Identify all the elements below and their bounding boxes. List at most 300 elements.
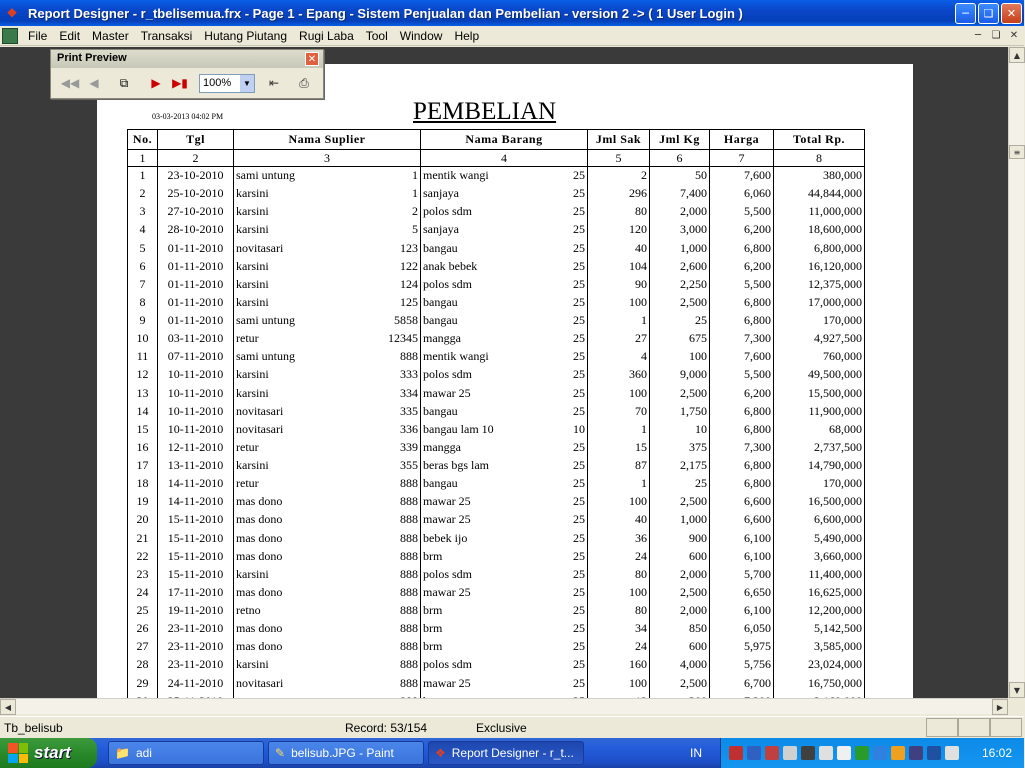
tray-icon[interactable] xyxy=(945,746,959,760)
row-item: brm xyxy=(421,547,567,565)
row-harga: 6,800 xyxy=(710,420,774,438)
row-item-size: 25 xyxy=(567,203,588,221)
table-row xyxy=(128,203,865,221)
tray-icon[interactable] xyxy=(729,746,743,760)
row-supplier-code: 888 xyxy=(375,547,421,565)
table-body xyxy=(128,167,865,711)
column-number-row xyxy=(128,150,865,167)
row-item: bangau xyxy=(421,293,567,311)
row-jml-sak: 2 xyxy=(588,167,650,185)
row-no: 18 xyxy=(128,475,158,493)
row-jml-sak: 27 xyxy=(588,330,650,348)
row-no: 23 xyxy=(128,565,158,583)
tray-icon[interactable] xyxy=(855,746,869,760)
row-harga: 6,060 xyxy=(710,185,774,203)
row-date: 01-11-2010 xyxy=(158,257,234,275)
row-harga: 5,975 xyxy=(710,638,774,656)
row-jml-kg: 7,400 xyxy=(650,185,710,203)
table-row xyxy=(128,656,865,674)
print-preview-title[interactable]: Print Preview xyxy=(51,50,323,68)
row-total: 3,585,000 xyxy=(774,638,865,656)
row-jml-kg: 2,600 xyxy=(650,257,710,275)
scroll-up-button[interactable]: ▲ xyxy=(1009,47,1025,63)
row-supplier: sami untung xyxy=(234,167,375,185)
row-supplier: mas dono xyxy=(234,493,375,511)
menu-help[interactable]: Help xyxy=(454,28,480,43)
row-supplier: mas dono xyxy=(234,620,375,638)
row-jml-sak: 80 xyxy=(588,565,650,583)
printer-icon[interactable]: ⎙ xyxy=(299,75,309,90)
row-jml-kg: 2,500 xyxy=(650,674,710,692)
mdi-restore-button[interactable]: ❏ xyxy=(991,29,1001,41)
row-item: brm xyxy=(421,620,567,638)
row-jml-sak: 1 xyxy=(588,475,650,493)
row-date: 23-11-2010 xyxy=(158,620,234,638)
row-jml-sak: 80 xyxy=(588,203,650,221)
exit-preview-icon[interactable]: ⇤ xyxy=(268,76,280,90)
row-supplier: mas dono xyxy=(234,547,375,565)
row-total: 6,800,000 xyxy=(774,239,865,257)
menu-bar xyxy=(0,26,1024,46)
close-button[interactable]: ✕ xyxy=(1001,3,1022,24)
row-jml-kg: 2,000 xyxy=(650,602,710,620)
tray-icon[interactable] xyxy=(837,746,851,760)
row-item-size: 25 xyxy=(567,257,588,275)
row-supplier: karsini xyxy=(234,293,375,311)
row-no: 28 xyxy=(128,656,158,674)
menu-hutang-piutang[interactable]: Hutang Piutang xyxy=(204,28,288,43)
table-row xyxy=(128,620,865,638)
row-date: 23-11-2010 xyxy=(158,656,234,674)
status-record: Record: 53/154 xyxy=(345,721,428,735)
taskbar-item-paint[interactable] xyxy=(268,741,424,765)
row-no: 2 xyxy=(128,185,158,203)
col-number: 5 xyxy=(588,150,650,167)
windows-flag-icon xyxy=(8,743,28,763)
speaker-icon[interactable] xyxy=(819,746,833,760)
row-item-size: 25 xyxy=(567,493,588,511)
row-no: 22 xyxy=(128,547,158,565)
row-item-size: 25 xyxy=(567,293,588,311)
row-harga: 6,200 xyxy=(710,221,774,239)
header-tgl: Tgl xyxy=(158,130,234,150)
row-jml-sak: 100 xyxy=(588,493,650,511)
row-item-size: 25 xyxy=(567,167,588,185)
status-panel xyxy=(990,718,1022,737)
taskbar-item-report-designer[interactable] xyxy=(428,741,584,765)
row-item: mawar 25 xyxy=(421,583,567,601)
row-supplier-code: 888 xyxy=(375,475,421,493)
row-item: brm xyxy=(421,638,567,656)
tray-icon[interactable] xyxy=(927,746,941,760)
row-item-size: 25 xyxy=(567,275,588,293)
row-item-size: 25 xyxy=(567,475,588,493)
maximize-button[interactable]: ❏ xyxy=(978,3,999,24)
document-icon[interactable] xyxy=(2,28,18,44)
taskbar-item-label: adi xyxy=(135,746,152,760)
col-number: 3 xyxy=(234,150,421,167)
row-supplier: karsini xyxy=(234,565,375,583)
app-icon: ❖ xyxy=(435,746,446,760)
row-jml-kg: 2,000 xyxy=(650,565,710,583)
row-jml-kg: 675 xyxy=(650,330,710,348)
menu-master[interactable]: Master xyxy=(92,28,129,43)
row-date: 15-11-2010 xyxy=(158,529,234,547)
row-harga: 6,800 xyxy=(710,475,774,493)
row-no: 17 xyxy=(128,457,158,475)
window-title: Report Designer - r_tbelisemua.frx - Page 1 - Epang - Sistem Penjualan dan Pembelian - version 2 -> ( 1 User Login ) xyxy=(28,5,743,21)
table-row xyxy=(128,185,865,203)
row-jml-kg: 2,500 xyxy=(650,293,710,311)
table-row xyxy=(128,511,865,529)
row-no: 25 xyxy=(128,602,158,620)
table-row xyxy=(128,602,865,620)
menu-rugi-laba[interactable]: Rugi Laba xyxy=(299,28,354,43)
row-date: 27-10-2010 xyxy=(158,203,234,221)
next-page-icon[interactable]: ▶ xyxy=(151,76,161,90)
table-row xyxy=(128,438,865,456)
start-button[interactable] xyxy=(0,738,97,768)
row-supplier: karsini xyxy=(234,221,375,239)
table-row xyxy=(128,275,865,293)
row-date: 01-11-2010 xyxy=(158,275,234,293)
go-to-page-icon[interactable]: ⧉ xyxy=(119,75,129,90)
row-supplier: karsini xyxy=(234,203,375,221)
scroll-left-button[interactable]: ◀ xyxy=(0,699,16,715)
row-total: 11,900,000 xyxy=(774,402,865,420)
row-supplier-code: 888 xyxy=(375,583,421,601)
printed-date: 03-03-2013 04:02 PM xyxy=(152,112,224,121)
folder-icon: 📁 xyxy=(115,746,130,760)
col-number: 7 xyxy=(710,150,774,167)
row-harga: 7,300 xyxy=(710,330,774,348)
row-date: 23-11-2010 xyxy=(158,638,234,656)
row-supplier: retur xyxy=(234,475,375,493)
table-row xyxy=(128,674,865,692)
row-total: 23,024,000 xyxy=(774,656,865,674)
row-date: 03-11-2010 xyxy=(158,330,234,348)
row-jml-kg: 4,000 xyxy=(650,656,710,674)
row-harga: 5,500 xyxy=(710,203,774,221)
mdi-minimize-button[interactable]: ─ xyxy=(974,29,982,41)
row-date: 10-11-2010 xyxy=(158,420,234,438)
row-no: 11 xyxy=(128,348,158,366)
row-jml-sak: 160 xyxy=(588,656,650,674)
report-title: PEMBELIAN xyxy=(413,98,557,125)
row-item: polos sdm xyxy=(421,275,567,293)
window-title-bar[interactable] xyxy=(0,0,1024,26)
row-harga: 6,600 xyxy=(710,511,774,529)
taskbar-item-label: belisub.JPG - Paint xyxy=(291,746,394,760)
scroll-thumb[interactable]: ≡ xyxy=(1009,145,1025,159)
row-harga: 5,700 xyxy=(710,565,774,583)
tray-icon[interactable] xyxy=(801,746,815,760)
row-supplier: karsini xyxy=(234,275,375,293)
row-jml-sak: 100 xyxy=(588,384,650,402)
row-item: mawar 25 xyxy=(421,493,567,511)
row-item: sanjaya xyxy=(421,185,567,203)
first-page-icon[interactable]: ◀◀ xyxy=(60,76,80,90)
row-harga: 6,200 xyxy=(710,384,774,402)
row-jml-sak: 120 xyxy=(588,221,650,239)
row-harga: 6,800 xyxy=(710,402,774,420)
row-no: 8 xyxy=(128,293,158,311)
row-jml-sak: 4 xyxy=(588,348,650,366)
menu-file[interactable]: File xyxy=(28,28,48,43)
row-supplier-code: 5858 xyxy=(375,312,421,330)
row-harga: 6,600 xyxy=(710,493,774,511)
row-no: 3 xyxy=(128,203,158,221)
row-item-size: 25 xyxy=(567,457,588,475)
row-supplier-code: 888 xyxy=(375,493,421,511)
menu-tool[interactable]: Tool xyxy=(365,28,388,43)
row-supplier: karsini xyxy=(234,384,375,402)
row-jml-sak: 15 xyxy=(588,438,650,456)
status-bar xyxy=(0,716,1024,738)
row-item-size: 25 xyxy=(567,656,588,674)
row-date: 24-11-2010 xyxy=(158,674,234,692)
tray-icon[interactable] xyxy=(765,746,779,760)
row-total: 5,490,000 xyxy=(774,529,865,547)
row-no: 27 xyxy=(128,638,158,656)
row-no: 10 xyxy=(128,330,158,348)
row-item-size: 25 xyxy=(567,638,588,656)
row-supplier-code: 124 xyxy=(375,275,421,293)
table-row xyxy=(128,366,865,384)
row-jml-sak: 1 xyxy=(588,312,650,330)
row-date: 12-11-2010 xyxy=(158,438,234,456)
row-jml-sak: 100 xyxy=(588,583,650,601)
table-row xyxy=(128,221,865,239)
row-item-size: 25 xyxy=(567,674,588,692)
header-no: No. xyxy=(128,130,158,150)
row-item: bangau xyxy=(421,402,567,420)
row-no: 21 xyxy=(128,529,158,547)
row-item-size: 25 xyxy=(567,221,588,239)
row-no: 1 xyxy=(128,167,158,185)
status-panel xyxy=(926,718,958,737)
row-item: bangau xyxy=(421,312,567,330)
row-total: 16,500,000 xyxy=(774,493,865,511)
row-jml-sak: 34 xyxy=(588,620,650,638)
taskbar-item-adi[interactable] xyxy=(108,741,264,765)
row-supplier-code: 888 xyxy=(375,656,421,674)
row-item: mentik wangi xyxy=(421,348,567,366)
row-supplier: mas dono xyxy=(234,511,375,529)
row-harga: 6,200 xyxy=(710,257,774,275)
row-supplier: novitasari xyxy=(234,420,375,438)
row-supplier-code: 1 xyxy=(375,167,421,185)
row-date: 15-11-2010 xyxy=(158,565,234,583)
row-supplier-code: 335 xyxy=(375,402,421,420)
row-jml-kg: 2,000 xyxy=(650,203,710,221)
row-jml-kg: 900 xyxy=(650,529,710,547)
row-jml-sak: 296 xyxy=(588,185,650,203)
mdi-controls xyxy=(970,28,1022,42)
table-row xyxy=(128,583,865,601)
row-item-size: 25 xyxy=(567,402,588,420)
row-supplier-code: 888 xyxy=(375,565,421,583)
row-jml-kg: 2,250 xyxy=(650,275,710,293)
row-no: 29 xyxy=(128,674,158,692)
row-no: 14 xyxy=(128,402,158,420)
row-no: 13 xyxy=(128,384,158,402)
col-number: 6 xyxy=(650,150,710,167)
row-jml-kg: 2,500 xyxy=(650,384,710,402)
row-total: 170,000 xyxy=(774,475,865,493)
row-item-size: 25 xyxy=(567,511,588,529)
row-supplier-code: 888 xyxy=(375,674,421,692)
horizontal-scrollbar[interactable] xyxy=(0,698,1008,714)
close-icon[interactable]: ✕ xyxy=(305,52,319,66)
row-date: 15-11-2010 xyxy=(158,547,234,565)
row-harga: 5,756 xyxy=(710,656,774,674)
row-harga: 6,100 xyxy=(710,602,774,620)
row-item: bangau xyxy=(421,239,567,257)
row-item-size: 25 xyxy=(567,185,588,203)
row-jml-sak: 87 xyxy=(588,457,650,475)
row-item: polos sdm xyxy=(421,656,567,674)
row-jml-kg: 1,000 xyxy=(650,511,710,529)
row-harga: 6,050 xyxy=(710,620,774,638)
table-row xyxy=(128,493,865,511)
row-item-size: 25 xyxy=(567,620,588,638)
table-row xyxy=(128,312,865,330)
row-item-size: 25 xyxy=(567,565,588,583)
tray-icon[interactable] xyxy=(783,746,797,760)
row-harga: 5,500 xyxy=(710,366,774,384)
start-label: start xyxy=(34,743,71,762)
row-date: 13-11-2010 xyxy=(158,457,234,475)
mdi-close-button[interactable]: ✕ xyxy=(1009,29,1019,41)
row-total: 14,790,000 xyxy=(774,457,865,475)
row-date: 25-10-2010 xyxy=(158,185,234,203)
row-jml-kg: 375 xyxy=(650,438,710,456)
tray-icon[interactable] xyxy=(747,746,761,760)
print-preview-toolbar xyxy=(50,49,324,99)
report-page xyxy=(97,64,913,704)
network-icon[interactable] xyxy=(909,746,923,760)
row-supplier-code: 888 xyxy=(375,638,421,656)
preview-workspace xyxy=(0,47,1008,698)
row-total: 17,000,000 xyxy=(774,293,865,311)
table-row xyxy=(128,638,865,656)
previous-page-icon[interactable]: ◀ xyxy=(89,76,99,90)
row-date: 17-11-2010 xyxy=(158,583,234,601)
minimize-button[interactable]: ─ xyxy=(955,3,976,24)
table-row xyxy=(128,420,865,438)
row-total: 49,500,000 xyxy=(774,366,865,384)
row-item-size: 25 xyxy=(567,529,588,547)
tray-icon[interactable] xyxy=(891,746,905,760)
row-harga: 6,700 xyxy=(710,674,774,692)
row-item: mangga xyxy=(421,438,567,456)
row-total: 4,927,500 xyxy=(774,330,865,348)
row-item-size: 25 xyxy=(567,384,588,402)
row-jml-sak: 40 xyxy=(588,239,650,257)
app-icon[interactable]: ❖ xyxy=(6,6,18,20)
row-harga: 6,800 xyxy=(710,239,774,257)
row-item: mawar 25 xyxy=(421,384,567,402)
row-item: polos sdm xyxy=(421,565,567,583)
row-jml-kg: 600 xyxy=(650,547,710,565)
row-jml-kg: 2,500 xyxy=(650,583,710,601)
row-date: 14-11-2010 xyxy=(158,475,234,493)
row-item-size: 25 xyxy=(567,348,588,366)
zoom-value: 100% xyxy=(203,77,232,89)
scroll-right-button[interactable]: ▶ xyxy=(992,699,1008,715)
last-page-icon[interactable]: ▶▮ xyxy=(172,76,188,90)
row-harga: 6,800 xyxy=(710,293,774,311)
purchase-table xyxy=(127,129,865,710)
language-indicator[interactable]: IN xyxy=(690,746,702,760)
row-item: beras bgs lam xyxy=(421,457,567,475)
row-jml-sak: 24 xyxy=(588,638,650,656)
col-number: 2 xyxy=(158,150,234,167)
row-item-size: 10 xyxy=(567,420,588,438)
row-item-size: 25 xyxy=(567,438,588,456)
status-panel xyxy=(958,718,990,737)
shield-icon[interactable] xyxy=(873,746,887,760)
table-row xyxy=(128,293,865,311)
table-header-row xyxy=(128,130,865,150)
row-harga: 6,650 xyxy=(710,583,774,601)
scroll-down-button[interactable]: ▼ xyxy=(1009,682,1025,698)
row-jml-kg: 3,000 xyxy=(650,221,710,239)
row-supplier: karsini xyxy=(234,457,375,475)
row-total: 11,400,000 xyxy=(774,565,865,583)
menu-edit[interactable]: Edit xyxy=(59,28,81,43)
row-harga: 6,800 xyxy=(710,312,774,330)
row-no: 9 xyxy=(128,312,158,330)
zoom-select[interactable] xyxy=(199,74,255,93)
row-supplier-code: 125 xyxy=(375,293,421,311)
row-supplier-code: 123 xyxy=(375,239,421,257)
row-supplier-code: 122 xyxy=(375,257,421,275)
row-item: mangga xyxy=(421,330,567,348)
row-total: 170,000 xyxy=(774,312,865,330)
row-jml-kg: 9,000 xyxy=(650,366,710,384)
header-nama-suplier: Nama Suplier xyxy=(234,130,421,150)
row-no: 26 xyxy=(128,620,158,638)
menu-window[interactable]: Window xyxy=(399,28,443,43)
table-row xyxy=(128,565,865,583)
vertical-scrollbar[interactable] xyxy=(1008,47,1024,698)
scroll-corner xyxy=(1008,698,1024,714)
row-jml-kg: 10 xyxy=(650,420,710,438)
row-supplier-code: 355 xyxy=(375,457,421,475)
chevron-down-icon[interactable]: ▼ xyxy=(240,75,254,92)
row-jml-kg: 25 xyxy=(650,475,710,493)
row-supplier: retno xyxy=(234,602,375,620)
row-no: 24 xyxy=(128,583,158,601)
row-jml-kg: 600 xyxy=(650,638,710,656)
header-jml-kg: Jml Kg xyxy=(650,130,710,150)
row-item: polos sdm xyxy=(421,366,567,384)
row-total: 5,142,500 xyxy=(774,620,865,638)
row-supplier-code: 334 xyxy=(375,384,421,402)
row-jml-sak: 90 xyxy=(588,275,650,293)
menu-transaksi[interactable]: Transaksi xyxy=(140,28,193,43)
row-item-size: 25 xyxy=(567,366,588,384)
row-supplier-code: 888 xyxy=(375,620,421,638)
row-harga: 7,600 xyxy=(710,348,774,366)
row-supplier: karsini xyxy=(234,366,375,384)
row-supplier-code: 339 xyxy=(375,438,421,456)
table-row xyxy=(128,457,865,475)
row-no: 20 xyxy=(128,511,158,529)
row-jml-sak: 80 xyxy=(588,602,650,620)
